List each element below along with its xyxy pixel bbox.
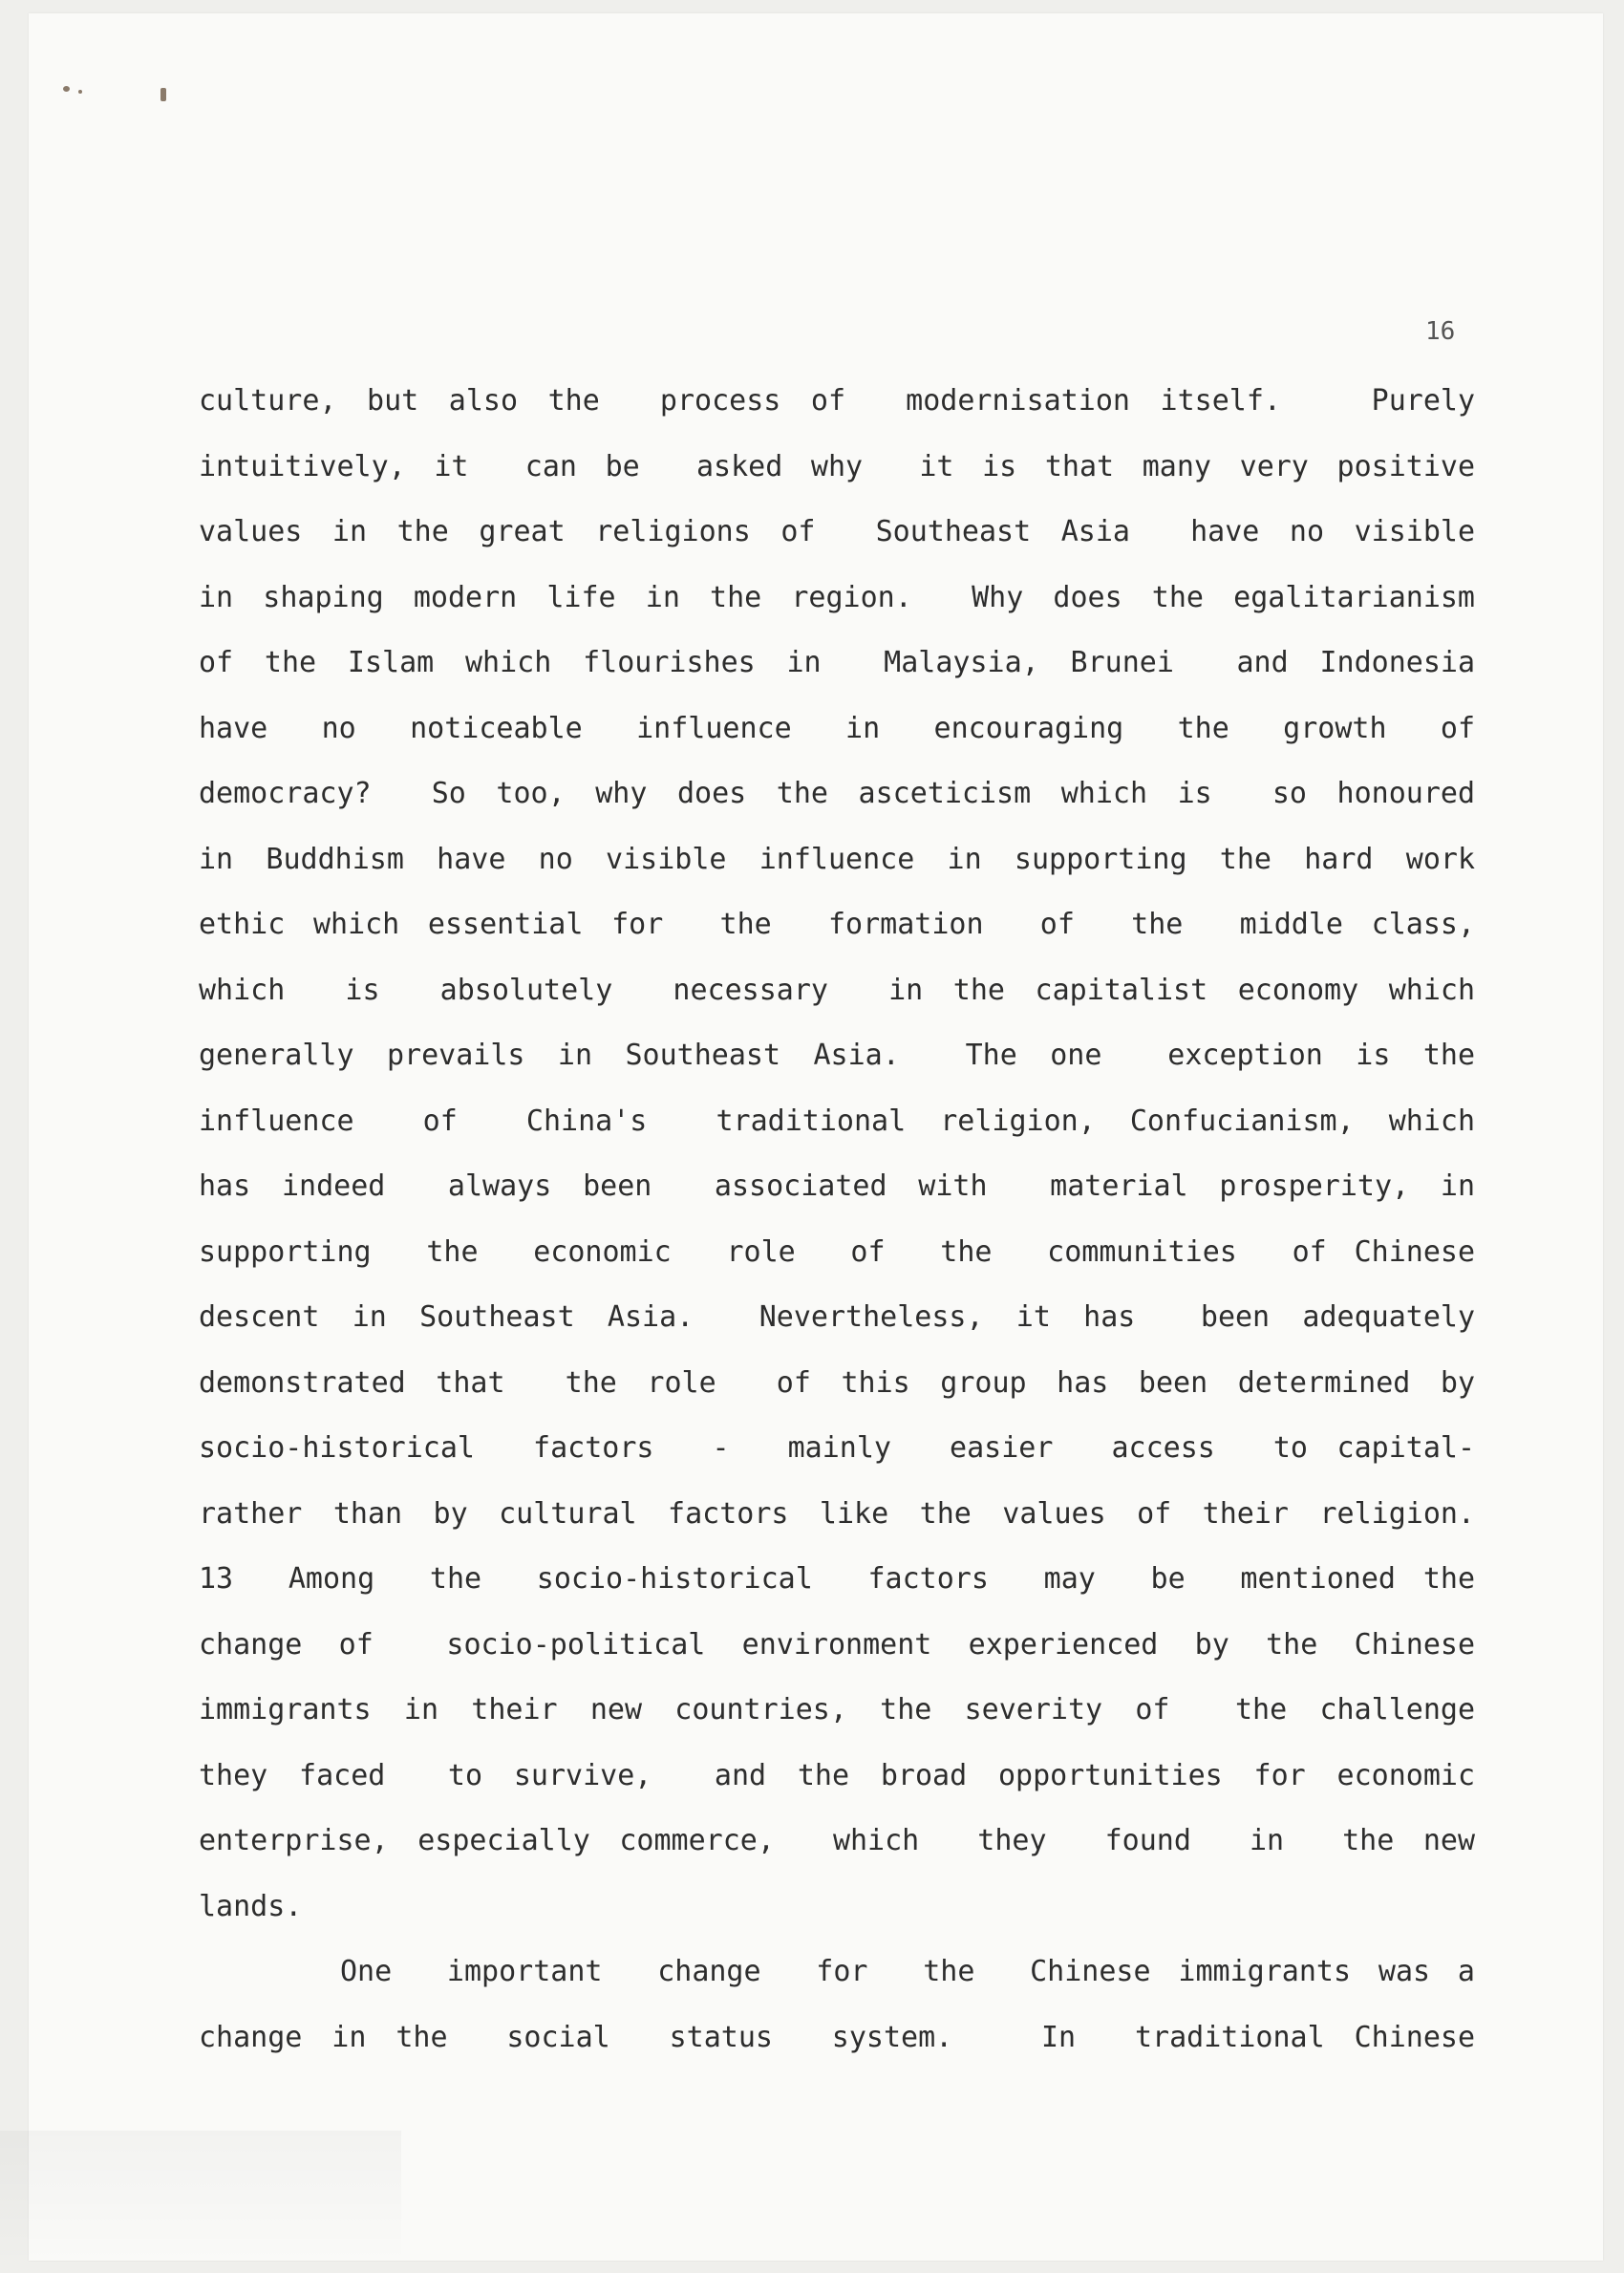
body-text xyxy=(199,369,1475,2070)
scan-speck xyxy=(160,88,166,101)
text-line: they faced to survive, and the broad opportunities for economic xyxy=(199,1758,1475,1792)
text-line: intuitively, it can be asked why it is that many very positive xyxy=(199,449,1475,483)
text-line: enterprise, especially commerce, which they found in the new xyxy=(199,1824,1475,1857)
text-line: have no noticeable influence in encouraging the growth of xyxy=(199,711,1475,745)
text-line: 13 Among the socio-historical factors may be mentioned the xyxy=(199,1562,1475,1596)
text-line: in Buddhism have no visible influence in supporting the hard work xyxy=(199,842,1475,876)
scan-speck xyxy=(63,86,70,92)
text-line: socio-historical factors - mainly easier access to capital- xyxy=(199,1431,1475,1465)
text-line: change in the social status system. In traditional Chinese xyxy=(199,2020,1475,2054)
text-line: immigrants in their new countries, the severity of the challenge xyxy=(199,1693,1475,1726)
text-line: rather than by cultural factors like the values of their religion. xyxy=(199,1496,1475,1531)
text-line: ethic which essential for the formation of the middle class, xyxy=(199,908,1475,941)
text-line: of the Islam which flourishes in Malaysia, Brunei and Indonesia xyxy=(199,646,1475,679)
text-line: has indeed always been associated with material prosperity, in xyxy=(199,1169,1475,1203)
text-line: change of socio-political environment experienced by the Chinese xyxy=(199,1627,1475,1662)
text-line: One important change for the Chinese immigrants was a xyxy=(340,1955,1475,1988)
text-line: in shaping modern life in the region. Why does the egalitarianism xyxy=(199,580,1475,614)
text-line: descent in Southeast Asia. Nevertheless, it has been adequately xyxy=(199,1300,1475,1334)
scan-shadow xyxy=(0,2131,401,2264)
scan-speck xyxy=(78,90,82,94)
text-line: democracy? So too, why does the asceticism which is so honoured xyxy=(199,777,1475,810)
text-line: demonstrated that the role of this group has been determined by xyxy=(199,1365,1475,1400)
text-line: supporting the economic role of the communities of Chinese xyxy=(199,1234,1475,1269)
document-page xyxy=(29,13,1603,2261)
text-line: lands. xyxy=(199,1889,303,1923)
text-line: culture, but also the process of modernisation itself. Purely xyxy=(199,384,1475,418)
page-number: 16 xyxy=(1425,317,1456,346)
text-line: values in the great religions of Southeast Asia have no visible xyxy=(199,515,1475,548)
text-line: influence of China's traditional religion, Confucianism, which xyxy=(199,1104,1475,1138)
text-line: generally prevails in Southeast Asia. The one exception is the xyxy=(199,1039,1475,1072)
text-line: which is absolutely necessary in the capitalist economy which xyxy=(199,973,1475,1007)
